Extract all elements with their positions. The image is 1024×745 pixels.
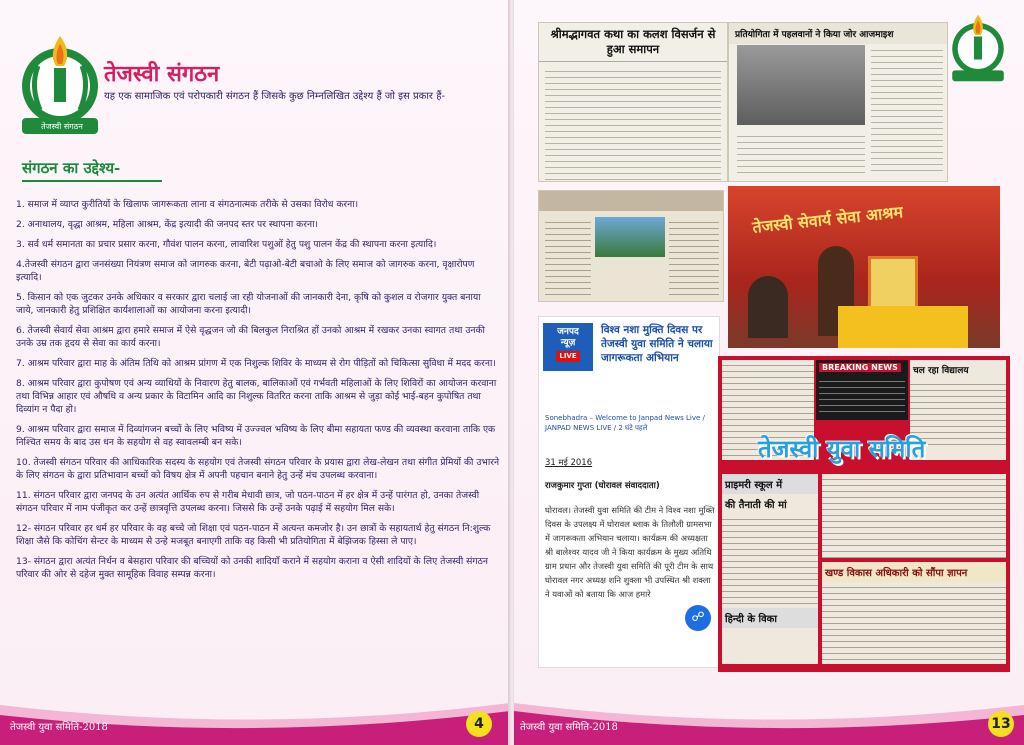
- left-footer: तेजस्वी युवा समिति-2018: [10, 722, 108, 733]
- badge-line: जनपद: [557, 327, 579, 337]
- objective-item: 3. सर्व धर्म समानता का प्रचार प्रसार करना, गौवंश पालन करना, लावारिश पशुओं हेतु पशु पालन केंद्र की स्थापना करना इत्यादि।: [16, 239, 437, 250]
- clipping-body-lines: [545, 217, 591, 295]
- breaking-news-clip: [816, 360, 908, 420]
- collage-title: तेजस्वी युवा समिति: [758, 435, 926, 463]
- news-clipping-katha: [538, 22, 728, 182]
- collage-clip: [822, 474, 1006, 558]
- right-footer: तेजस्वी युवा समिति-2018: [520, 722, 618, 733]
- ashram-event-photo: [728, 186, 1000, 348]
- objectives-list: [16, 198, 500, 588]
- footer-wave: [514, 685, 1024, 745]
- clip-headline: की तैनाती की मां: [725, 500, 787, 511]
- janpad-news-card: [538, 316, 720, 668]
- objectives-heading: संगठन का उद्देश्य-: [22, 159, 121, 177]
- objective-item: 2. अनाथालय, वृद्धा आश्रम, महिला आश्रम, केंद्र इत्यादी की जनपद स्तर पर स्थापना करना।: [16, 219, 318, 230]
- right-page-number: 13: [988, 711, 1014, 737]
- collage-clip: [722, 474, 818, 664]
- torch-logo-icon: [946, 8, 1010, 88]
- clipping-body-lines: [669, 217, 719, 295]
- janpad-news-badge: [543, 323, 593, 371]
- org-intro: यह एक सामाजिक एवं परोपकारी संगठन हैं जिसके कुछ निम्नलिखित उद्देश्य हैं जो इस प्रकार हैं-: [104, 91, 446, 102]
- team-photo: [595, 217, 665, 257]
- left-page: [0, 0, 510, 745]
- objective-item: 9. आश्रम परिवार द्वारा समाज में दिव्यांगजन बच्चों के लिए भविष्य में उज्ज्वल भविष्य के लिए बीमा सहायता फण्ड की व्यवस्था करवाना ताकि एक निश्चित समय के बाद उस धन के सहयोग से वह स्वावलम्बी बन सके।: [16, 424, 496, 448]
- news-headline[interactable]: विश्व नशा मुक्ति दिवस पर तेजस्वी युवा समिति ने चलाया जागरूकता अभियान: [601, 324, 713, 364]
- logo-text: तेजस्वी संगठन: [41, 122, 83, 131]
- stage-table: [838, 306, 968, 348]
- objective-item: 8. आश्रम परिवार द्वारा कुपोषण एवं अन्य व्याधियों के निवारण हेतु बालक, बालिकाओं एवं गर्भवती महिलाओं के लिए शिविरों का आयोजन करवाना तथा विभिन्न आहार एवं औषधि व अन्य प्रकार के विटामिन आदि का निशुल्क वितरित करना ताकि आश्रम से जुड़ा कोई भाई-बहन कुपोषित तथा दिव्यांग न पैदा हो।: [16, 378, 497, 415]
- clipping-headline-bar: [539, 191, 723, 211]
- person-silhouette: [748, 276, 788, 338]
- left-page-number: 4: [466, 711, 492, 737]
- news-clipping-cricket: [538, 190, 724, 302]
- clip-headline: प्राइमरी स्कूल में: [722, 474, 818, 494]
- objective-item: 11. संगठन परिवार द्वारा जनपद के उन अत्यंत आर्थिक रुप से गरीब मेधावी छात्र, जो पठन-पाठन में हर क्षेत्र में उन्हें पारंगत हो, उनका तेजस्वी संगठन परिवार में नाम पंजीकृत कर उन्हें छात्रवृत्ति उपलब्ध करना। जिससे कि उन्हें उनके पढ़ाई में सहयोग मिल सके।: [16, 490, 480, 514]
- clipping-body-lines: [871, 45, 943, 175]
- objective-item: 13- संगठन द्वारा अत्यंत निर्धन व बेसहारा परिवार की बच्चियों को उनकी शादियाँ कराने में सहयोग कराना व ऐसी शादियों के लिए तेजस्वी संगठन परिवार की ओर से दहेज मुक्त सामूहिक विवाह सम्पन्न करना।: [16, 556, 488, 580]
- heading-underline: [22, 180, 162, 182]
- live-tag: LIVE: [556, 351, 579, 362]
- news-text: घोरावल। तेजस्वी युवा समिति की टीम ने विश्व नशा मुक्ति दिवस के उपलक्ष्य में घोरावल ब्लाक के तिलौली ग्रामसभा में जागरूकता अभियान चलाया। कार्यक्रम की अध्यक्षता श्री बालेश्वर यादव जी ने किया कार्यक्रम के मुख्य अतिथि ग्राम प्रधान और तेजस्वी युवा समिति की पूरी टीम के साथ घोरावल नगर अध्यक्ष शनि शुक्ला भी उपस्थित श्री शक्ला ने यवाओं को बताया कि आज हमारे: [545, 505, 715, 599]
- clipping-title: श्रीमद्भागवत कथा का कलश विसर्जन से हुआ समापन: [539, 23, 727, 62]
- wrestling-photo: [737, 45, 865, 125]
- clipping-body-lines: [737, 131, 865, 175]
- collage-clip: [822, 562, 1006, 664]
- clip-headline: खण्ड विकास अधिकारी को सौंपा ज्ञापन: [822, 562, 1006, 582]
- objective-item: 6. तेजस्वी सेवार्य सेवा आश्रम द्वारा हमारे समाज में ऐसे वृद्धजन जो की बिलकुल निराश्रित हों उनको आश्रम में रखकर उनका स्वागत तथा उनकी उनके उम्र तक हृदय से सेवा का कार्य करना।: [16, 325, 485, 349]
- footer-wave: [0, 685, 510, 745]
- badge-line: न्यूज़: [560, 338, 576, 348]
- news-source[interactable]: Sonebhadra – Welcome to Janpad News Live / JANPAD NEWS LIVE / 2 घंटे पहले: [545, 414, 705, 432]
- org-title: तेजस्वी संगठन: [104, 61, 220, 87]
- right-page: [514, 0, 1024, 745]
- objective-item: 5. किसान को एक जुटकर उनके अधिकार व सरकार द्वारा चलाई जा रही योजनाओं की जानकारी देना, कृषि को कुशल व रोजगार युक्त बनाया जाये, जानकारी हेतु प्रशिक्षित कार्यशालाओं का आयोजना करना इत्यादी।: [16, 292, 481, 316]
- clip-headline: चल रहा विद्यालय: [913, 366, 969, 376]
- news-date: 31 मई 2016: [545, 458, 593, 468]
- clipping-body-lines: [539, 62, 727, 182]
- news-author: राजकुमार गुप्ता (घोरावल संवाददाता): [545, 481, 660, 491]
- objective-item: 1. समाज में व्याप्त कुरीतियों के खिलाफ जागरूकता लाना व संगठनात्मक तरीके से उसका विरोध करना।: [16, 199, 359, 210]
- ashram-banner-text: तेजस्वी सेवार्य सेवा आश्रम: [751, 202, 904, 237]
- objective-item: 12- संगठन परिवार हर धर्म हर परिवार के वह बच्चे जो शिक्षा एवं पठन-पाठन में अत्यन्त कमजोर है। उन छात्रों के सहायतार्थ हेतु संगठन नि:शुल्क शिक्षा जैसे कि कोचिंग सेन्टर के माध्यम से उन्हे मजबूत बनाएगी ताकि वह किसी भी प्रतियोगिता में बेझिजक हिस्सा ले पाए।: [16, 523, 491, 547]
- share-icon[interactable]: ☍: [685, 605, 711, 631]
- clippings-collage: [718, 356, 1010, 672]
- clipping-title: प्रतियोगिता में पहलवानों ने किया जोर आजमाइश: [729, 23, 947, 44]
- objective-item: 4.तेजस्वी संगठन द्वारा जनसंख्या नियंत्रण समाज को जागरुक करना, बेटी पढ़ाओ-बेटी बचाओ के लिए समाज को जागरुक करना, वृक्षारोपण इत्यादि।: [16, 259, 475, 283]
- breaking-news-label: BREAKING NEWS: [819, 363, 901, 372]
- news-clipping-wrestling: [728, 22, 948, 182]
- objective-item: 7. आश्रम परिवार द्वारा माह के अंतिम तिथि को आश्रम प्रांगण में एक निशुल्क शिविर के माध्यम से रोग पीड़ितों को चिकित्सा सुविधा में मदद करना।: [16, 358, 496, 369]
- clip-headline: हिन्दी के विका: [722, 608, 818, 628]
- objective-item: 10. तेजस्वी संगठन परिवार की आधिकारिक सदस्य के सहयोग एवं तेजस्वी संगठन परिवार के प्रयास द्वारा लेख-लेखन तथा संगीत प्रेमियों की उभारने के लिए संगठन के द्वारा प्रतिभावान बच्चों को विषय क्षेत्र में अपनी पहचान बनाने हेतु उन्हें मंच उपलब्ध करवाना।: [16, 457, 500, 481]
